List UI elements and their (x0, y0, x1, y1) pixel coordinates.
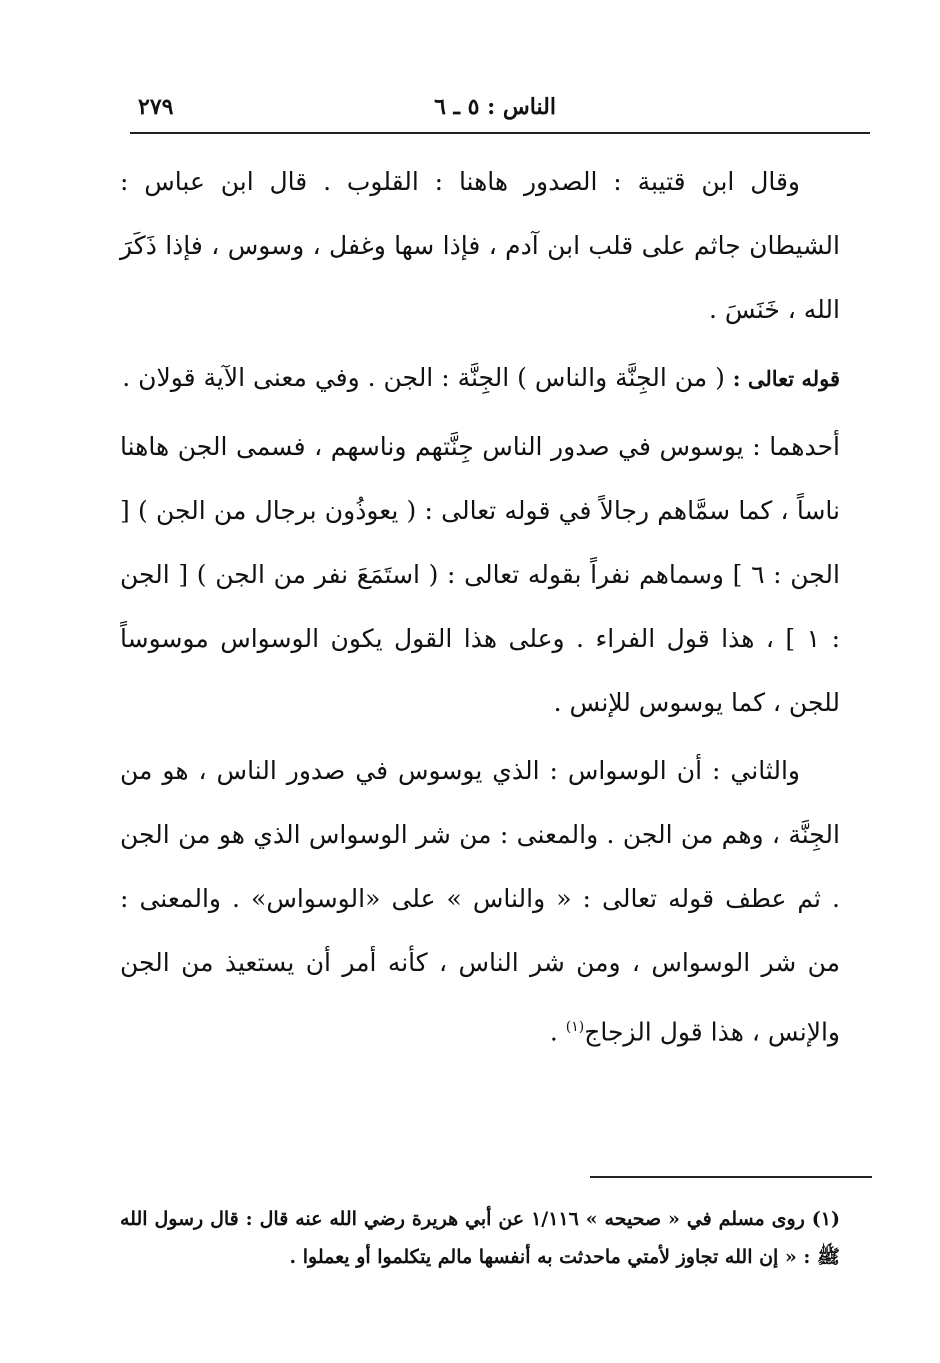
footnotes (120, 1200, 840, 1276)
running-head (120, 92, 870, 132)
second-opinion-end: . (549, 1017, 566, 1047)
main-text (120, 150, 840, 1068)
paragraph-ibn-qutayba: وقال ابن قتيبة : الصدور هاهنا : القلوب . قال ابن عباس : الشيطان جاثم على قلب ابن آدم ، فإذا سها وغفل ، وسوس ، فإذا ذَكَرَ الله ، خَنَسَ . (120, 167, 840, 324)
page-number: ٢٧٩ (138, 94, 174, 120)
footnote-reference: (١) (565, 1019, 585, 1035)
footnote-rule (590, 1176, 872, 1178)
running-title: الناس : ٥ ـ ٦ (434, 94, 556, 120)
footnote-1: (١) روى مسلم في « صحيحه » ١/١١٦ عن أبي هريرة رضي الله عنه قال : قال رسول الله ﷺ : « إن الله تجاوز لأمتي ماحدثت به أنفسها مالم يتكلموا أو يعملوا . (120, 1208, 840, 1268)
paragraph-first-opinion: أحدهما : يوسوس في صدور الناس جِنَّتهم وناسهم ، فسمى الجن هاهنا ناساً ، كما سمَّاهم رجالاً في قوله تعالى : ( يعوذُون برجال من الجن ) [ الجن : ٦ ] وسماهم نفراً بقوله تعالى : ( استَمَعَ نفر من الجن ) [ الجن : ١ ] ، هذا قول الفراء . وعلى هذا القول يكون الوسواس موسوساً للجن ، كما يوسوس للإنس . (120, 432, 840, 717)
verse-commentary-text: ( من الجِنَّة والناس ) الجِنَّة : الجن . وفي معنى الآية قولان . (122, 363, 725, 392)
second-opinion-text: والثاني : أن الوسواس : الذي يوسوس في صدور الناس ، هو من الجِنَّة ، وهم من الجن . والمعنى : من شر الوسواس الذي هو من الجن . ثم عطف قوله تعالى : « والناس » على «الوسواس» . والمعنى : من شر الوسواس ، ومن شر الناس ، كأنه أمر أن يستعيذ من الجن والإنس ، هذا قول الزجاج (120, 756, 840, 1047)
verse-lead: قوله تعالى : (732, 366, 840, 391)
header-rule (130, 132, 870, 134)
paragraph-verse-commentary (120, 346, 840, 411)
paragraph-second-opinion (120, 739, 840, 1064)
